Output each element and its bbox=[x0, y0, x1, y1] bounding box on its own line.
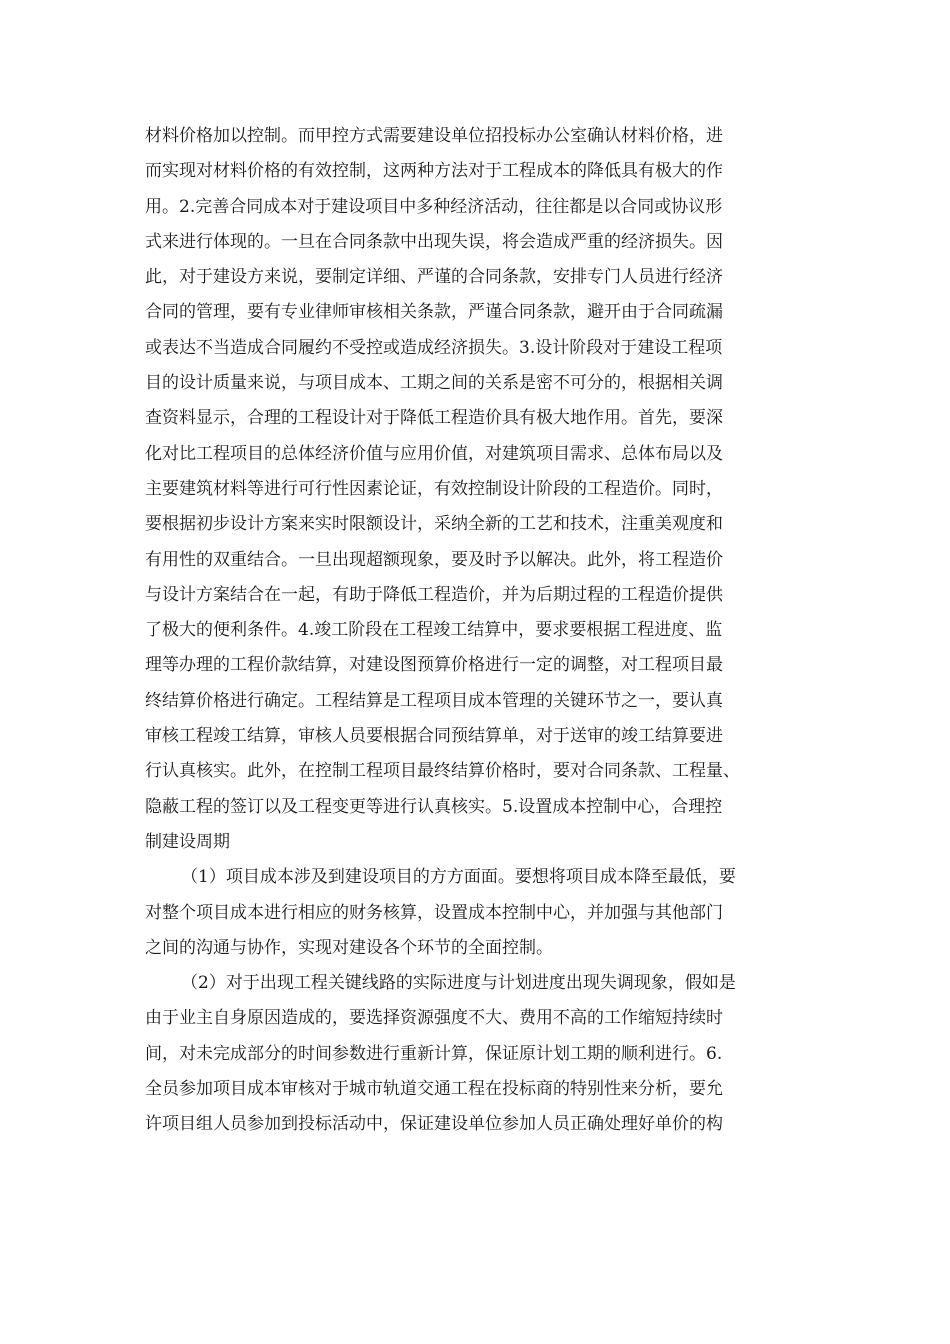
text-line: 或表达不当造成合同履约不受控或造成经济损失。3.设计阶段对于建设工程项 bbox=[145, 337, 723, 358]
text-line: 终结算价格进行确定。工程结算是工程项目成本管理的关键环节之一，要认真 bbox=[145, 690, 723, 711]
text-line: 有用性的双重结合。一旦出现超额现象，要及时予以解决。此外，将工程造价 bbox=[145, 549, 723, 570]
text-line: 化对比工程项目的总体经济价值与应用价值，对建筑项目需求、总体布局以及 bbox=[145, 443, 723, 464]
text-line: 制建设周期 bbox=[145, 831, 230, 852]
text-line: （2）对于出现工程关键线路的实际进度与计划进度出现失调现象，假如是 bbox=[181, 973, 736, 994]
text-line: 用。2.完善合同成本对于建设项目中多种经济活动，往往都是以合同或协议形 bbox=[145, 196, 723, 217]
text-line: 材料价格加以控制。而甲控方式需要建设单位招投标办公室确认材料价格，进 bbox=[145, 126, 723, 146]
text-line: 查资料显示，合理的工程设计对于降低工程造价具有极大地作用。首先，要深 bbox=[145, 408, 723, 429]
text-line: 式来进行体现的。一旦在合同条款中出现失误，将会造成严重的经济损失。因 bbox=[145, 231, 723, 252]
text-line: 目的设计质量来说，与项目成本、工期之间的关系是密不可分的，根据相关调 bbox=[145, 373, 723, 394]
text-line: 审核工程竣工结算，审核人员要根据合同预结算单，对于送审的竣工结算要进 bbox=[145, 726, 723, 747]
text-line: 行认真核实。此外，在控制工程项目最终结算价格时，要对合同条款、工程量、 bbox=[145, 761, 740, 782]
text-line: 全员参加项目成本审核对于城市轨道交通工程在投标商的特别性来分析，要允 bbox=[145, 1079, 723, 1100]
text-line: 与设计方案结合在一起，有助于降低工程造价，并为后期过程的工程造价提供 bbox=[145, 584, 723, 605]
text-line: 之间的沟通与协作，实现对建设各个环节的全面控制。 bbox=[145, 937, 553, 958]
text-line: 由于业主自身原因造成的，要选择资源强度不大、费用不高的工作缩短持续时 bbox=[145, 1008, 723, 1029]
text-line: 许项目组人员参加到投标活动中，保证建设单位参加人员正确处理好单价的构 bbox=[145, 1114, 723, 1135]
text-line: 合同的管理，要有专业律师审核相关条款，严谨合同条款，避开由于合同疏漏 bbox=[145, 302, 723, 323]
body-text bbox=[145, 119, 805, 1143]
text-line: 间，对未完成部分的时间参数进行重新计算，保证原计划工期的顺利进行。6. bbox=[145, 1043, 723, 1064]
text-line: 隐蔽工程的签订以及工程变更等进行认真核实。5.设置成本控制中心，合理控 bbox=[145, 796, 723, 817]
text-line: 主要建筑材料等进行可行性因素论证，有效控制设计阶段的工程造价。同时， bbox=[145, 478, 723, 499]
text-line: 对整个项目成本进行相应的财务核算，设置成本控制中心，并加强与其他部门 bbox=[145, 902, 723, 923]
text-line: 要根据初步设计方案来实时限额设计，采纳全新的工艺和技术，注重美观度和 bbox=[145, 514, 723, 535]
text-line: （1）项目成本涉及到建设项目的方方面面。要想将项目成本降至最低，要 bbox=[181, 867, 736, 888]
text-line: 而实现对材料价格的有效控制，这两种方法对于工程成本的降低具有极大的作 bbox=[145, 161, 723, 182]
text-line: 此，对于建设方来说，要制定详细、严谨的合同条款，安排专门人员进行经济 bbox=[145, 267, 723, 288]
text-line: 理等办理的工程价款结算，对建设图预算价格进行一定的调整，对工程项目最 bbox=[145, 655, 723, 676]
text-line: 了极大的便利条件。4.竣工阶段在工程竣工结算中，要求要根据工程进度、监 bbox=[145, 620, 723, 641]
